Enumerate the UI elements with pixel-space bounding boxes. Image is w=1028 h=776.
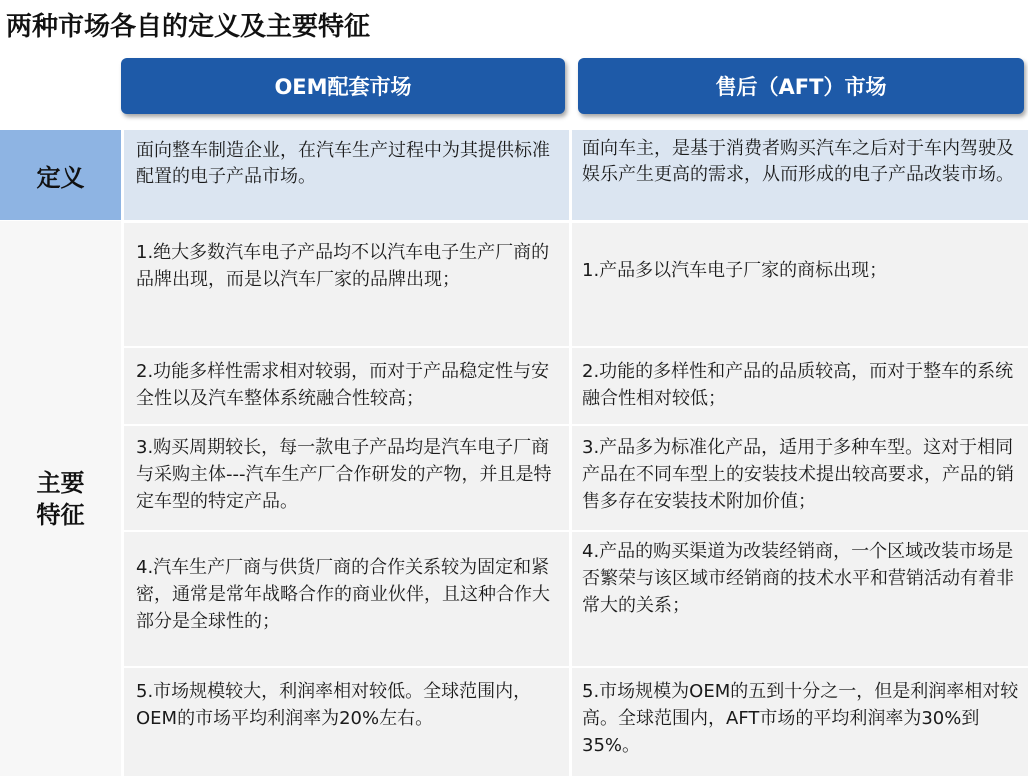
row-divider-2 [124, 424, 1028, 426]
row-divider-4 [124, 666, 1028, 668]
row-divider-1 [124, 346, 1028, 348]
column-divider-2 [569, 130, 572, 776]
column-header-aft: 售后（AFT）市场 [578, 58, 1024, 114]
definition-aft-cell: 面向车主，是基于消费者购买汽车之后对于车内驾驶及娱乐产生更高的需求，从而形成的电子产品改装市场。 [572, 130, 1028, 220]
feature-row-2-oem: 2.功能多样性需求相对较弱，而对于产品稳定性与安全性以及汽车整体系统融合性较高； [124, 348, 569, 424]
row-divider-3 [124, 530, 1028, 532]
features-label [0, 221, 121, 776]
features-label-text: 主要特征 [36, 468, 85, 529]
page-title: 两种市场各自的定义及主要特征 [6, 12, 371, 42]
feature-row-1-oem: 1.绝大多数汽车电子产品均不以汽车电子生产厂商的品牌出现，而是以汽车厂家的品牌出现； [124, 223, 569, 346]
feature-row-2-aft: 2.功能的多样性和产品的品质较高，而对于整车的系统融合性相对较低； [572, 348, 1028, 424]
feature-row-3-oem: 3.购买周期较长，每一款电子产品均是汽车电子厂商与采购主体---汽车生产厂合作研发的产物，并且是特定车型的特定产品。 [124, 426, 569, 530]
definition-label: 定义 [36, 163, 85, 192]
feature-row-5-aft: 5.市场规模为OEM的五到十分之一，但是利润率相对较高。全球范围内，AFT市场的平均利润率为30%到35%。 [572, 668, 1028, 776]
feature-row-3-aft: 3.产品多为标准化产品，适用于多种车型。这对于相同产品在不同车型上的安装技术提出较高要求，产品的销售多存在安装技术附加价值； [572, 426, 1028, 530]
row-divider-0 [124, 221, 1028, 223]
feature-row-5-oem: 5.市场规模较大，利润率相对较低。全球范围内，OEM的市场平均利润率为20%左右。 [124, 668, 569, 776]
column-divider-1 [121, 130, 124, 776]
feature-row-4-oem: 4.汽车生产厂商与供货厂商的合作关系较为固定和紧密，通常是常年战略合作的商业伙伴，且这种合作大部分是全球性的； [124, 532, 569, 666]
feature-row-4-aft: 4.产品的购买渠道为改装经销商，一个区域改装市场是否繁荣与该区域市经销商的技术水平和营销活动有着非常大的关系； [572, 532, 1028, 666]
feature-row-1-aft: 1.产品多以汽车电子厂家的商标出现； [572, 223, 1028, 346]
column-header-oem: OEM配套市场 [121, 58, 565, 114]
definition-oem-cell: 面向整车制造企业，在汽车生产过程中为其提供标准配置的电子产品市场。 [124, 130, 569, 220]
